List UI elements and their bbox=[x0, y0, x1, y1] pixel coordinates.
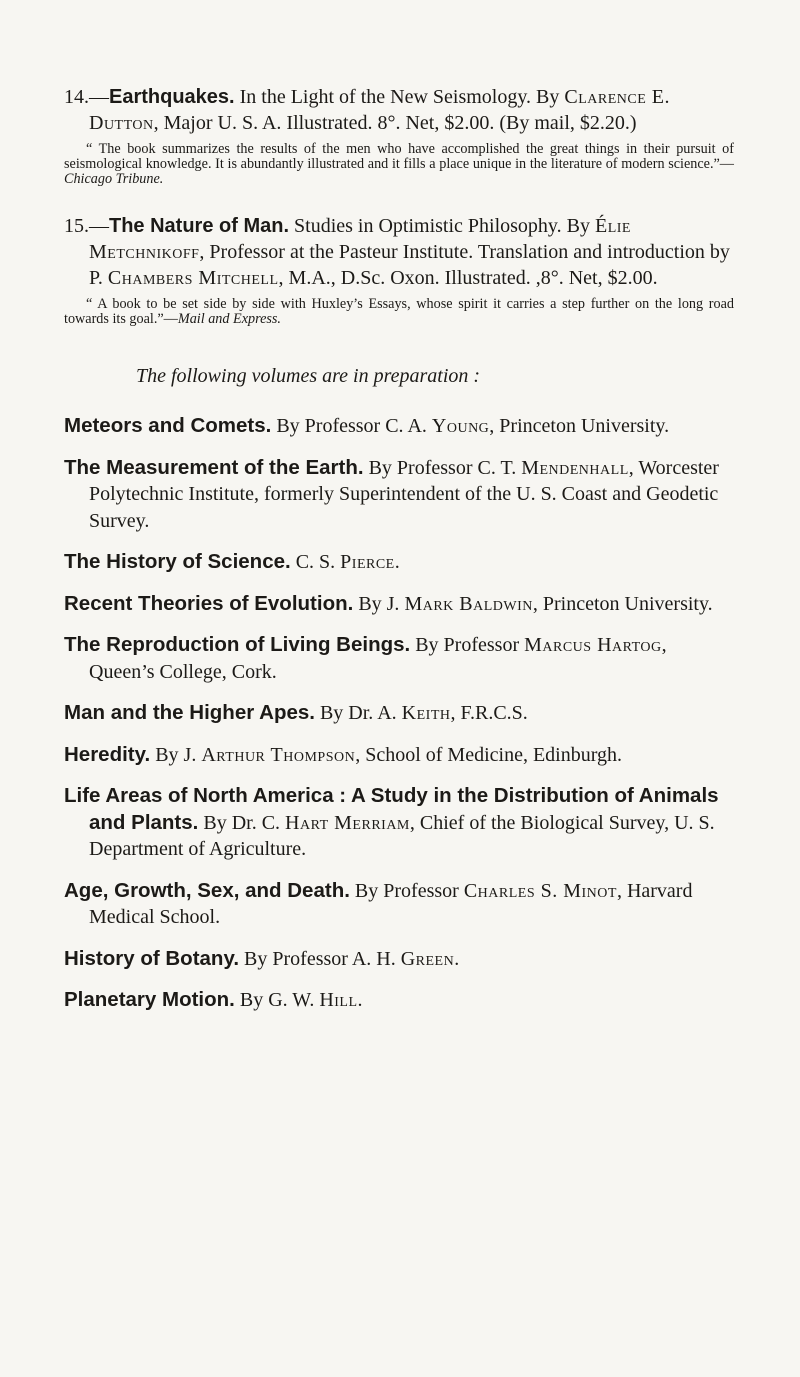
book-subtitle: In the Light of the New Seismology. bbox=[239, 86, 532, 108]
list-item bbox=[64, 878, 734, 931]
author-affiliation: , School of Medicine, Edinburgh. bbox=[355, 743, 623, 766]
quote-source: Mail and Express. bbox=[177, 311, 281, 327]
author-prefix: By Dr. C. bbox=[203, 811, 281, 834]
list-item bbox=[64, 632, 734, 685]
entry-heading: 14.—Earthquakes. In the Light of the New Seismology. By Clarence E. Dutton, Major U. S. A. Illustrated. 8°. Net, $2.00. (By mail, $2.20.) bbox=[64, 86, 670, 134]
list-item bbox=[64, 700, 734, 727]
entry-number: 14. bbox=[64, 86, 89, 108]
preparation-heading: The following volumes are in preparation : bbox=[136, 365, 481, 387]
book-title: Heredity. bbox=[64, 742, 151, 766]
author-name: Arthur Thompson bbox=[201, 743, 356, 766]
book-title: Life Areas of North America : A Study in the Distribution of Animals and Plants. bbox=[64, 784, 719, 834]
review-quote bbox=[64, 142, 734, 187]
author-affiliation: , Princeton University. bbox=[489, 415, 670, 437]
author-prefix: C. S. bbox=[295, 551, 336, 573]
author-name: Hill bbox=[319, 989, 358, 1011]
book-title: The History of Science. bbox=[64, 550, 291, 573]
entry-number: 15. bbox=[64, 215, 89, 237]
author-affiliation: . bbox=[454, 947, 460, 970]
author-prefix: By G. W. bbox=[239, 989, 315, 1011]
author-name: Green bbox=[400, 947, 455, 970]
author-name: Clarence E. Dutton bbox=[89, 86, 670, 134]
book-title: Earthquakes. bbox=[109, 86, 235, 108]
list-item bbox=[64, 946, 734, 973]
book-title: Recent Theories of Evolution. bbox=[64, 591, 354, 615]
entry-heading: 15.—The Nature of Man. Studies in Optimistic Philosophy. By Élie Metchnikoff, Professor at the Pasteur Institute. Translation and introduction by P. Chambers Mitchell, M.A., D.Sc. Oxon. Illustrated. ,8°. Net, $2.00. bbox=[64, 215, 730, 289]
author-prefix: By Professor bbox=[415, 634, 520, 656]
quote-source: Chicago Tribune. bbox=[64, 171, 164, 187]
author-affiliation: , Harvard Medical School. bbox=[89, 879, 693, 928]
author-prefix: By Professor C. A. bbox=[276, 415, 427, 437]
list-item bbox=[64, 742, 734, 769]
author-name: Mendenhall bbox=[521, 456, 629, 479]
by-label: By bbox=[536, 86, 560, 108]
catalog-entry-15 bbox=[64, 213, 734, 327]
quote-text: “ The book summarizes the results of the men who have accomplished the great things in their pursuit of seismological knowledge. It is abundantly illustrated and it fills a place unique in the literature of modern science.”— bbox=[64, 141, 734, 172]
author-name: Charles S. Minot bbox=[463, 879, 617, 902]
preparation-list bbox=[64, 413, 734, 1014]
author-prefix: By Professor C. T. bbox=[368, 456, 517, 479]
book-title: The Nature of Man. bbox=[109, 215, 290, 237]
book-title: Planetary Motion. bbox=[64, 988, 235, 1011]
list-item bbox=[64, 987, 734, 1014]
by-label: By bbox=[566, 215, 590, 237]
quote-text: “ A book to be set side by side with Huxley’s Essays, whose spirit it carries a step further on the long road towards its goal.”— bbox=[64, 296, 734, 327]
book-title: History of Botany. bbox=[64, 946, 240, 970]
author-affiliation: , Queen’s College, Cork. bbox=[89, 634, 667, 683]
book-title: The Reproduction of Living Beings. bbox=[64, 633, 411, 656]
author-affiliation: , F.R.C.S. bbox=[450, 702, 528, 724]
author-prefix: By Professor A. H. bbox=[244, 947, 396, 970]
author-name: Young bbox=[431, 415, 490, 437]
translator-name: Chambers Mitchell bbox=[107, 267, 279, 289]
book-title: Man and the Higher Apes. bbox=[64, 701, 315, 724]
book-title: Meteors and Comets. bbox=[64, 414, 272, 437]
author-prefix: By Professor bbox=[354, 879, 459, 902]
author-name: Keith bbox=[401, 702, 451, 724]
list-item bbox=[64, 783, 734, 863]
author-name: Hart Merriam bbox=[285, 811, 410, 834]
book-subtitle: Studies in Optimistic Philosophy. bbox=[294, 215, 562, 237]
author-name: Marcus Hartog bbox=[524, 634, 662, 656]
author-affiliation: . bbox=[394, 551, 400, 573]
author-name: Pierce bbox=[340, 551, 395, 573]
catalog-content bbox=[64, 84, 734, 1029]
book-title: Age, Growth, Sex, and Death. bbox=[64, 878, 350, 902]
author-affiliation: , Princeton University. bbox=[532, 592, 713, 615]
book-details: , Major U. S. A. Illustrated. 8°. Net, $2.00. (By mail, $2.20.) bbox=[153, 112, 637, 134]
author-affiliation: , Worcester Polytechnic Institute, formerly Superintendent of the U. S. Coast and Geodetic Survey. bbox=[89, 456, 719, 532]
author-prefix: By Dr. A. bbox=[319, 702, 397, 724]
list-item bbox=[64, 455, 734, 535]
book-title: The Measurement of the Earth. bbox=[64, 455, 364, 479]
author-affiliation: . bbox=[357, 989, 363, 1011]
author-prefix: By J. bbox=[155, 743, 197, 766]
author-name: Mark Baldwin bbox=[404, 592, 533, 615]
author-name: Élie Metchnikoff bbox=[89, 215, 631, 263]
book-details-part1: , Professor at the Pasteur Institute. Translation and introduction by P. bbox=[89, 241, 730, 289]
catalog-entry-14 bbox=[64, 84, 734, 187]
review-quote bbox=[64, 297, 734, 327]
list-item bbox=[64, 413, 734, 440]
author-prefix: By J. bbox=[358, 592, 400, 615]
list-item bbox=[64, 591, 734, 618]
author-affiliation: , Chief of the Biological Survey, U. S. Department of Agriculture. bbox=[89, 811, 715, 860]
list-item bbox=[64, 549, 734, 576]
book-details: , M.A., D.Sc. Oxon. Illustrated. ,8°. Net, $2.00. bbox=[278, 267, 658, 289]
